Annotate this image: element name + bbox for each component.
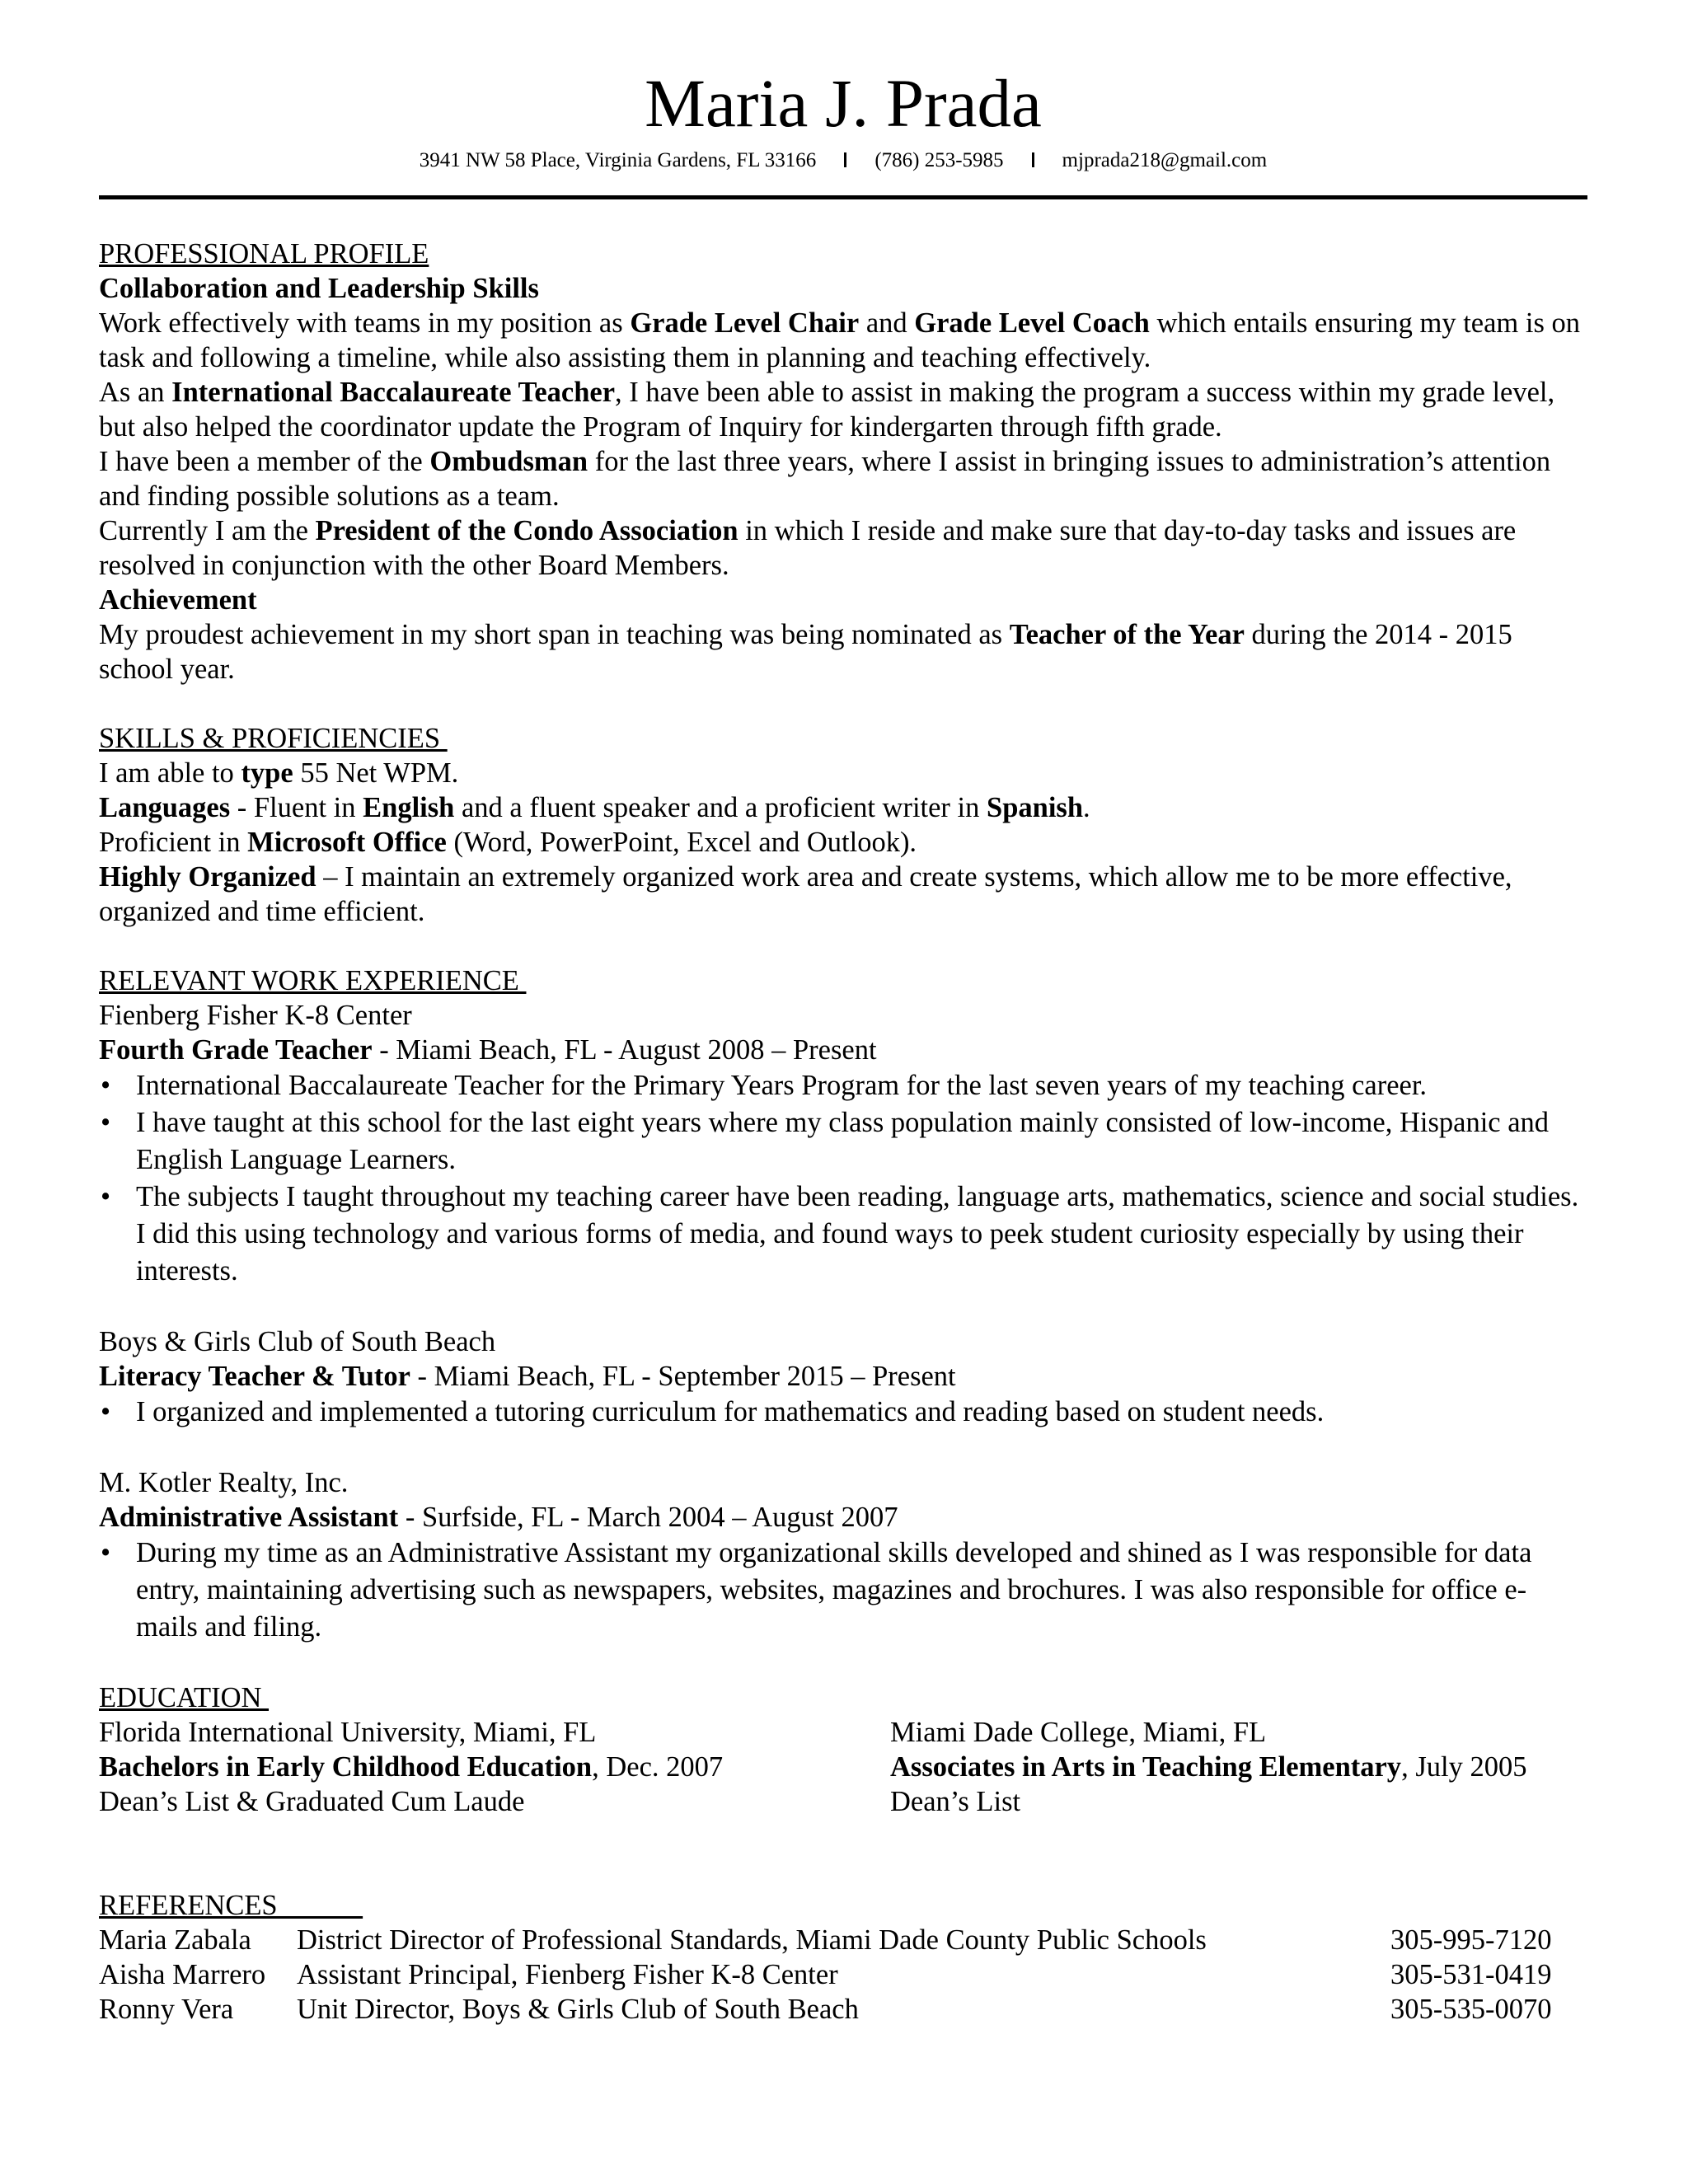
employer: M. Kotler Realty, Inc.: [99, 1467, 349, 1498]
reference-name: Ronny Vera: [99, 1994, 234, 2025]
table-row: [99, 1923, 1551, 1957]
reference-phone: 305-531-0419: [1390, 1959, 1552, 1990]
profile-paragraph: Currently I am the President of the Condo Association in which I reside and make sure that day-to-day tasks and issues are resolved in conjunction with the other Board Members.: [99, 515, 1517, 581]
reference-role: Assistant Principal, Fienberg Fisher K-8 Center: [297, 1959, 838, 1990]
list-item: • The subjects I taught throughout my teaching career have been reading, language arts, mathematics, science and social studies. I did this using technology and various forms of media, and found ways to peek student curiosity especially by using their interests.: [99, 1179, 1587, 1290]
header-rule: [99, 195, 1587, 199]
profile-paragraph: My proudest achievement in my short span in teaching was being nominated as Teacher of the Year during the 2014 - 2015 school year.: [99, 619, 1512, 685]
resume-page: [99, 0, 1587, 2027]
job-bullets: [99, 1535, 1587, 1646]
separator-bar: [844, 152, 846, 167]
list-item: • During my time as an Administrative Assistant my organizational skills developed and shined as I was responsible for data entry, maintaining advertising such as newspapers, websites, magazines and brochures. I was also responsible for office e-mails and filing.: [99, 1535, 1587, 1646]
job-bullets: [99, 1067, 1587, 1290]
list-item: • I organized and implemented a tutoring curriculum for mathematics and reading based on student needs.: [99, 1394, 1587, 1431]
skill-line: Proficient in Microsoft Office (Word, PowerPoint, Excel and Outlook).: [99, 827, 917, 858]
references-table: [99, 1923, 1551, 2027]
profile-paragraph: As an International Baccalaureate Teacher, I have been able to assist in making the program a success within my grade level, but also helped the coordinator update the Program of Inquiry for kindergarten through fifth grade.: [99, 377, 1555, 443]
school: Florida International University, Miami, FL: [99, 1717, 597, 1748]
job-title-line: Administrative Assistant - Surfside, FL - March 2004 – August 2007: [99, 1502, 898, 1533]
list-item: • International Baccalaureate Teacher for the Primary Years Program for the last seven years of my teaching career.: [99, 1067, 1587, 1104]
section-heading-references: REFERENCES: [99, 1890, 363, 1921]
reference-role: Unit Director, Boys & Girls Club of South Beach: [297, 1994, 859, 2025]
job-title-line: Fourth Grade Teacher - Miami Beach, FL - August 2008 – Present: [99, 1034, 877, 1066]
employer: Fienberg Fisher K-8 Center: [99, 1000, 412, 1031]
profile-paragraph: I have been a member of the Ombudsman for the last three years, where I assist in bringing issues to administration’s attention and finding possible solutions as a team.: [99, 446, 1551, 512]
degree-line: Associates in Arts in Teaching Elementary, July 2005: [890, 1751, 1527, 1783]
degree-line: Bachelors in Early Childhood Education, Dec. 2007: [99, 1751, 724, 1783]
school: Miami Dade College, Miami, FL: [890, 1717, 1267, 1748]
job-bullets: [99, 1394, 1587, 1431]
table-row: [99, 1957, 1551, 1992]
separator-bar: [1032, 152, 1034, 167]
contact-line: [99, 149, 1587, 172]
reference-role: District Director of Professional Standards, Miami Dade County Public Schools: [297, 1924, 1207, 1956]
email: mjprada218@gmail.com: [1062, 149, 1268, 171]
honors: Dean’s List & Graduated Cum Laude: [99, 1786, 525, 1817]
reference-name: Maria Zabala: [99, 1924, 251, 1956]
skill-line: Highly Organized – I maintain an extremely organized work area and create systems, which allow me to be more effective, organized and time efficient.: [99, 861, 1512, 927]
reference-phone: 305-535-0070: [1390, 1994, 1552, 2025]
section-heading-work: RELEVANT WORK EXPERIENCE: [99, 965, 527, 996]
address: 3941 NW 58 Place, Virginia Gardens, FL 33166: [419, 149, 817, 171]
profile-subheading-collaboration: Collaboration and Leadership Skills: [99, 273, 539, 304]
section-heading-skills: SKILLS & PROFICIENCIES: [99, 723, 448, 754]
resume-name: Maria J. Prada: [645, 65, 1042, 141]
skill-line: Languages - Fluent in English and a fluent speaker and a proficient writer in Spanish.: [99, 792, 1090, 823]
table-row: [99, 1992, 1551, 2027]
skill-line: I am able to type 55 Net WPM.: [99, 757, 459, 789]
section-heading-profile: PROFESSIONAL PROFILE: [99, 238, 429, 269]
phone: (786) 253-5985: [874, 149, 1004, 171]
section-heading-education: EDUCATION: [99, 1682, 270, 1713]
list-item: • I have taught at this school for the last eight years where my class population mainly consisted of low-income, Hispanic and English Language Learners.: [99, 1104, 1587, 1179]
resume-body: [99, 237, 1587, 2027]
education-columns: [99, 1715, 1587, 1819]
reference-phone: 305-995-7120: [1390, 1924, 1552, 1956]
reference-name: Aisha Marrero: [99, 1959, 266, 1990]
employer: Boys & Girls Club of South Beach: [99, 1326, 496, 1357]
profile-subheading-achievement: Achievement: [99, 584, 257, 616]
honors: Dean’s List: [890, 1786, 1021, 1817]
job-title-line: Literacy Teacher & Tutor - Miami Beach, FL - September 2015 – Present: [99, 1361, 956, 1392]
profile-paragraph: Work effectively with teams in my position as Grade Level Chair and Grade Level Coach which entails ensuring my team is on task and following a timeline, while also assisting them in planning and teaching effectively.: [99, 307, 1581, 373]
education-entry: [99, 1715, 890, 1819]
education-entry: [890, 1715, 1587, 1819]
